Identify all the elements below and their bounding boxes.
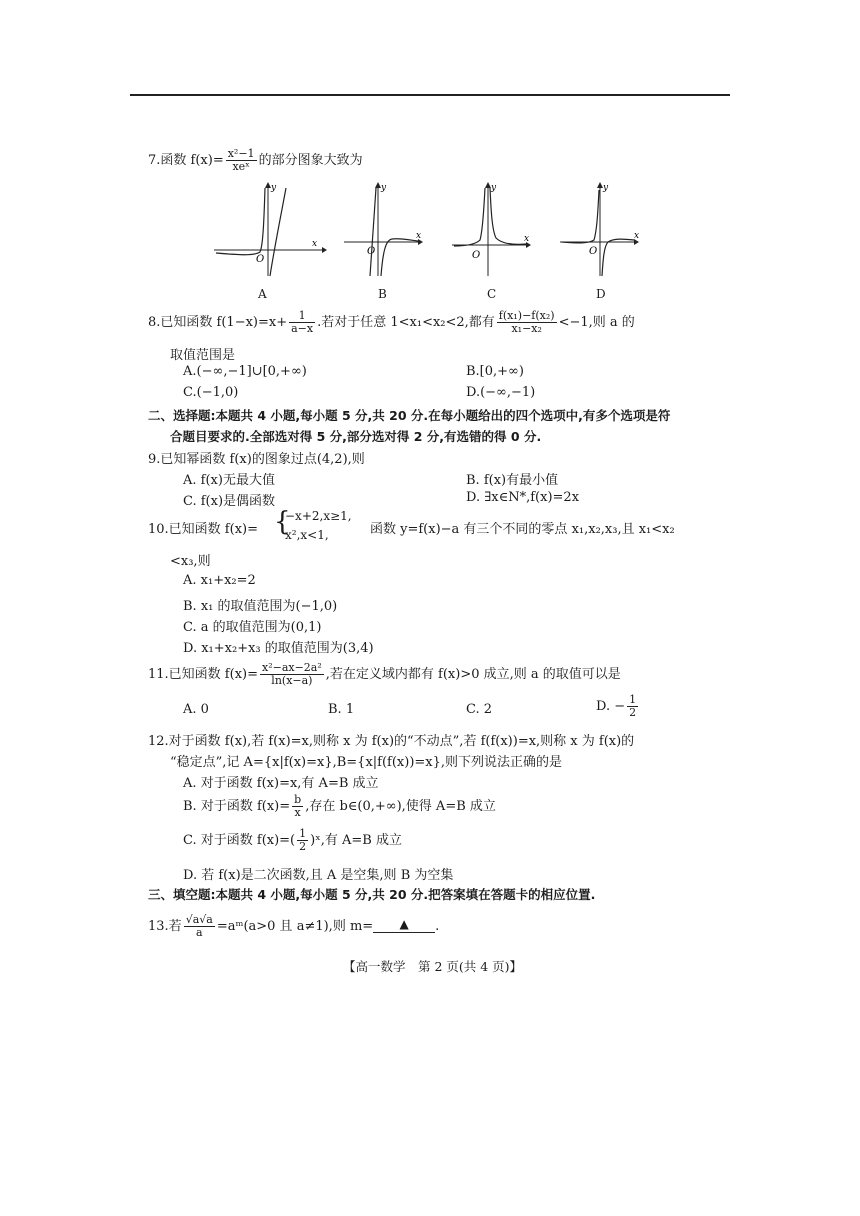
svg-text:O: O (256, 254, 265, 265)
svg-text:x: x (524, 234, 530, 244)
svg-text:y: y (603, 183, 609, 193)
q12-stem-cont: “稳定点”,记 A={x|f(x)=x},B={x|f(f(x))=x},则下列说法正确的是 (170, 755, 563, 770)
q10-brace: { (274, 507, 291, 537)
q13-fraction: $\frac{√a√a}{a}$ (185, 913, 213, 939)
q9-option-d: D. ∃x∈N*,f(x)=2x (466, 490, 580, 505)
q11-option-a: A. 0 (183, 702, 209, 717)
q10-suffix: 函数 y=f(x)−a 有三个不同的零点 x₁,x₂,x₃,且 x₁<x₂ (370, 522, 675, 537)
q10-option-c: C. a 的取值范围为(0,1) (183, 620, 322, 635)
q7-graph-d (556, 180, 646, 280)
q11-option-b: B. 1 (328, 702, 355, 717)
section2-heading-cont: 合题目要求的.全部选对得 5 分,部分选对得 2 分,有选错的得 0 分. (170, 429, 542, 444)
q9-option-b: B. f(x)有最小值 (466, 473, 559, 488)
q10-case-1: −x+2,x≥1, (285, 509, 352, 523)
q7-label-a: A (258, 287, 267, 301)
q11-stem: 11.已知函数 f(x)= $\frac{\text{x²−ax−2a²}}{\ln(x-a)}$ ,若在定义域内都有 f(x)>0 成立,则 a 的取值可以是 (148, 661, 621, 687)
q8-stem-cont: 取值范围是 (170, 348, 236, 363)
svg-text:y: y (491, 183, 497, 193)
q13-answer-blank[interactable] (373, 917, 435, 933)
q7-graph-a (210, 180, 328, 280)
q7-fraction: $\frac{\text{x²−1}}{\text{xeˣ}}$ (227, 147, 255, 173)
q7-graph-c (448, 180, 538, 280)
q8-stem: 8.已知函数 f(1−x)=x+ $\frac{1}{a-x}$ .若对于任意 1<x₁<x₂<2,都有 $\frac{\text{f(x₁)−f(x₂)}}{\text{x₁−x₂}}$ <−1,则 a 的 (148, 309, 635, 335)
q12-stem: 12.对于函数 f(x),若 f(x)=x,则称 x 为 f(x)的“不动点”,若 f(f(x))=x,则称 x 为 f(x)的 (148, 734, 635, 749)
q12-option-c-fraction: $\frac{1}{2}$ (299, 827, 307, 853)
header-rule (130, 94, 730, 96)
section3-heading: 三、填空题:本题共 4 小题,每小题 5 分,共 20 分.把答案填在答题卡的相应位置. (148, 887, 596, 902)
q12-option-c: C. 对于函数 f(x)=( $\frac{1}{2}$ )ˣ,有 A=B 成立 (183, 827, 402, 853)
q12-option-b: B. 对于函数 f(x)= $\frac{b}{x}$ ,存在 b∈(0,+∞),使得 A=B 成立 (183, 793, 496, 819)
svg-text:O: O (589, 246, 598, 257)
q10-stem-cont: <x₃,则 (170, 554, 211, 569)
q8-fraction-2: $\frac{\text{f(x₁)−f(x₂)}}{\text{x₁−x₂}}$ (498, 309, 555, 335)
q10-option-d: D. x₁+x₂+x₃ 的取值范围为(3,4) (183, 641, 374, 656)
q12-option-a: A. 对于函数 f(x)=x,有 A=B 成立 (183, 776, 379, 791)
q7-graph-b (340, 180, 430, 280)
q12-option-b-fraction: $\frac{b}{x}$ (294, 793, 302, 819)
q8-option-a: A.(−∞,−1]∪[0,+∞) (183, 364, 307, 379)
svg-text:O: O (472, 250, 481, 261)
svg-text:y: y (271, 183, 277, 193)
q10-case-2: x²,x<1, (285, 528, 329, 542)
q10-option-a: A. x₁+x₂=2 (183, 573, 256, 588)
q13-stem: 13.若 $\frac{√a√a}{a}$ =aᵐ(a>0 且 a≠1),则 m= ▲ . (148, 913, 440, 939)
svg-text:x: x (634, 231, 640, 241)
page-footer: 【高一数学 第 2 页(共 4 页)】 (343, 959, 523, 974)
q9-option-a: A. f(x)无最大值 (183, 473, 275, 488)
q7-label-d: D (596, 287, 606, 301)
q8-option-d: D.(−∞,−1) (466, 385, 536, 400)
q9-option-c: C. f(x)是偶函数 (183, 494, 276, 509)
q11-option-d: D. − $\frac{1}{2}$ (596, 693, 637, 719)
q11-option-c: C. 2 (466, 702, 493, 717)
q10-option-b: B. x₁ 的取值范围为(−1,0) (183, 599, 338, 614)
q9-stem: 9.已知幂函数 f(x)的图象过点(4,2),则 (148, 452, 365, 467)
svg-text:x: x (312, 239, 318, 249)
q7-label-b: B (378, 287, 387, 301)
q7-stem: 7.函数 f(x)= $\frac{\text{x²−1}}{\text{xeˣ}}$ 的部分图象大致为 (148, 147, 363, 173)
q10-prefix: 10.已知函数 f(x)= (148, 522, 258, 537)
q8-fraction-1: $\frac{1}{a-x}$ (291, 309, 314, 335)
q11-fraction: $\frac{\text{x²−ax−2a²}}{\ln(x-a)}$ (262, 661, 322, 687)
svg-text:y: y (381, 183, 387, 193)
triangle-icon: ▲ (399, 917, 409, 931)
q8-option-c: C.(−1,0) (183, 385, 239, 400)
svg-text:O: O (367, 246, 376, 257)
svg-text:x: x (416, 231, 422, 241)
q12-option-d: D. 若 f(x)是二次函数,且 A 是空集,则 B 为空集 (183, 868, 454, 883)
q7-label-c: C (487, 287, 497, 301)
q8-option-b: B.[0,+∞) (466, 364, 524, 379)
q11-option-d-fraction: $\frac{1}{2}$ (629, 693, 637, 719)
section2-heading: 二、选择题:本题共 4 小题,每小题 5 分,共 20 分.在每小题给出的四个选项中,有多个选项是符 (148, 408, 671, 423)
